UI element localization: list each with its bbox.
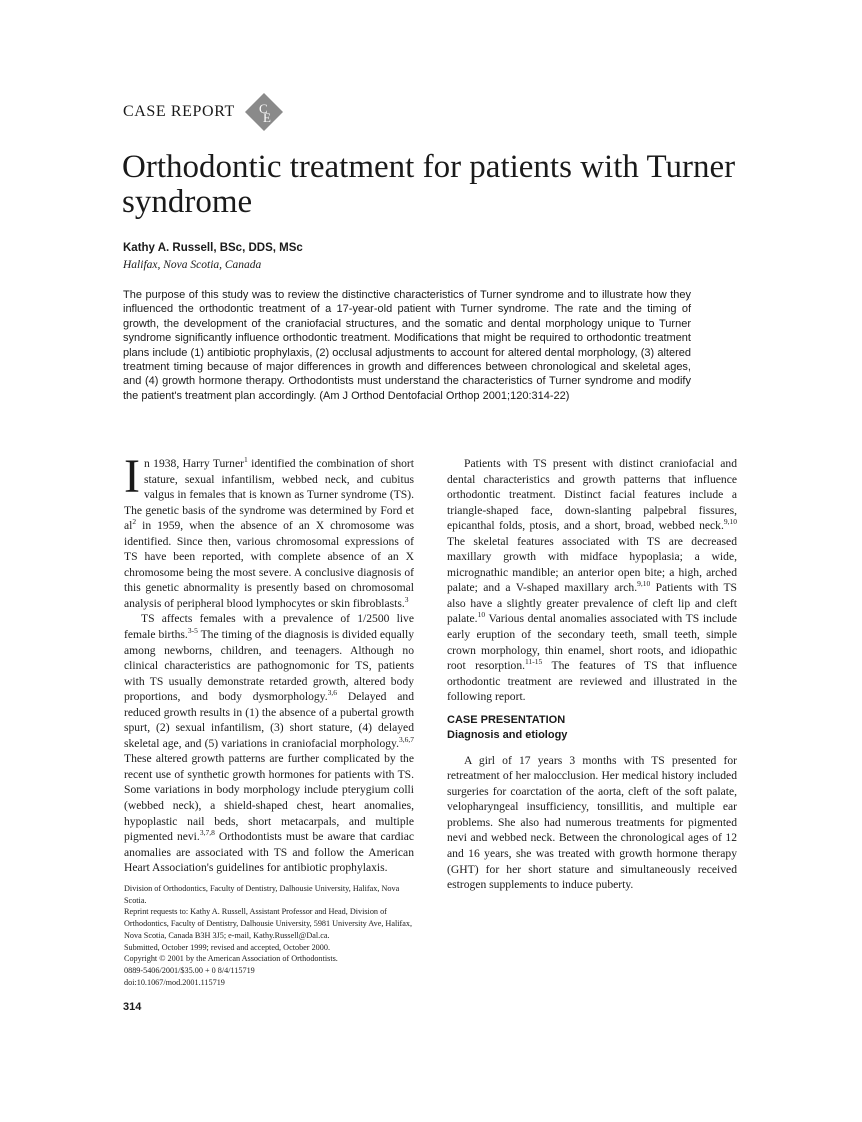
svg-text:E: E — [262, 110, 271, 125]
citation: 9,10 — [637, 579, 651, 589]
footnote: Submitted, October 1999; revised and accepted, October 2000. — [124, 942, 330, 952]
citation: 3,7,8 — [199, 828, 215, 838]
citation: 3 — [404, 595, 409, 605]
footnote: doi:10.1067/mod.2001.115719 — [124, 977, 225, 987]
author-name: Kathy A. Russell, BSc, DDS, MSc — [123, 242, 303, 254]
page-number: 314 — [123, 1001, 142, 1013]
page-header — [123, 92, 284, 132]
abstract: The purpose of this study was to review the distinctive characteristics of Turner syndrome and to illustrate how they influenced the orthodontic treatment of a 17-year-old patient with Turner syndrome. The rate and the timing of growth, the development of the craniofacial structures, and the somatic and dental morphology unique to Turner syndrome significantly influence orthodontic treatment. Modifications that might be required to orthodontic treatment plans include (1) antibiotic prophylaxis, (2) occlusal adjustments to account for altered dental morphology, (3) altered treatment timing because of major differences in growth and differences between chronological and skeletal ages, and (4) growth hormone therapy. Orthodontists must understand the characteristics of Turner syndrome and modify the patient's treatment plan accordingly. (Am J Orthod Dentofacial Orthop 2001;120:314-22) — [123, 289, 691, 402]
section-label: CASE REPORT — [123, 103, 235, 120]
subsection-heading: Diagnosis and etiology — [447, 728, 568, 741]
svg-text:C: C — [258, 101, 268, 116]
footnote: Division of Orthodontics, Faculty of Dentistry, Dalhousie University, Halifax, Nova Scotia. — [124, 884, 400, 905]
drop-cap: I — [124, 450, 140, 503]
body-paragraph: Patients with TS present with distinct craniofacial and dental characteristics and growth patterns that influence orthodontic treatment. Distinct facial features include a triangle-shaped face, down-slanting palpebral fissures, epicanthal folds, ptosis, and a short, broad, webbed neck.$^{9,10}$ The skeletal features associated with TS are decreased maxillary growth with midface hypoplasia; a wide, micrognathic mandible; an anterior open bite; a high, arched palate; and a V-shaped maxillary arch.$^{9,10}$ Patients with TS also have a slightly greater prevalence of cleft lip and cleft palate.$^{10}$ Various dental anomalies associated with TS include early eruption of the secondary teeth, small teeth, simple crown morphology, thin enamel, short roots, and idiopathic root resorption.$^{11-15}$ The features of TS that influence orthodontic treatment are reviewed and illustrated in the following report. — [447, 457, 738, 704]
footnote: Copyright © 2001 by the American Association of Orthodontists. — [124, 954, 338, 964]
citation: 11-15 — [525, 657, 543, 667]
citation: 2 — [132, 517, 137, 527]
ce-badge-icon — [244, 92, 284, 132]
footnote: 0889-5406/2001/$35.00 + 0 8/4/115719 — [124, 965, 255, 975]
citation: 3,6,7 — [399, 734, 414, 744]
body-column-left — [124, 450, 414, 876]
citation: 10 — [477, 610, 486, 620]
article-title: Orthodontic treatment for patients with Turner syndrome — [122, 149, 736, 220]
body-column-right — [447, 456, 737, 893]
citation: 9,10 — [723, 517, 737, 527]
body-paragraph: In 1938, Harry Turner$^1$ identified the combination of short stature, sexual infantilism, webbed neck, and cubitus valgus in females that is known as Turner syndrome (TS). The genetic basis of the syndrome was determined by Ford et al$^2$ in 1959, when the absence of an X chromosome was identified. Since then, various chromosomal expressions of TS have been reported, with complete absence of an X chromosome being the most severe. A conclusive diagnosis of this genetic abnormality is presently based on chromosomal analysis of peripheral blood lymphocytes or skin fibroblasts.$^3$ — [124, 450, 414, 610]
author-affiliation: Halifax, Nova Scotia, Canada — [123, 259, 262, 271]
citation: 3,6 — [327, 688, 338, 698]
citation: 1 — [243, 455, 248, 465]
citation: 3-5 — [187, 626, 198, 636]
footnotes — [124, 883, 416, 988]
body-paragraph: A girl of 17 years 3 months with TS presented for retreatment of her malocclusion. Her medical history included surgeries for coarctation of the aorta, cleft of the soft palate, velopharyngeal insufficiency, tonsillitis, and multiple ear problems. She also had numerous treatments for pigmented nevi and webbed neck. Between the chronological ages of 12 and 16 years, she was treated with growth hormone therapy (GHT) for her short stature and simultaneously received estrogen supplements to induce puberty. — [447, 753, 737, 892]
body-paragraph: TS affects females with a prevalence of 1/2500 live female births.$^{3-5}$ The timing of the diagnosis is divided equally among newborns, children, and teenagers. Although no clinical characteristics are pathognomonic for TS, patients with TS usually demonstrate retarded growth, altered body proportions, and body dysmorphology.$^{3,6}$ Delayed and reduced growth results in (1) the absence of a pubertal growth spurt, (2) sexual infantilism, (3) short stature, (4) delayed skeletal age, and (5) variations in craniofacial morphology.$^{3,6,7}$ These altered growth patterns are further complicated by the recent use of synthetic growth hormones for patients with TS. Some variations in body morphology include pterygium colli (webbed neck), a shield-shaped chest, heart anomalies, hypoplastic nail beds, short metacarpals, and multiple pigmented nevi.$^{3,7,8}$ Orthodontists must be aware that cardiac anomalies are associated with TS and follow the American Heart Association's guidelines for antibiotic prophylaxis. — [124, 612, 414, 875]
footnote: Reprint requests to: Kathy A. Russell, Assistant Professor and Head, Division of Orthodontics, Faculty of Dentistry, Dalhousie University, 5981 University Ave, Halifax, Nova Scotia, Canada B3H 3J5; e-mail, Kathy.Russell@Dal.ca. — [124, 907, 413, 940]
section-heading: CASE PRESENTATION — [447, 713, 566, 726]
